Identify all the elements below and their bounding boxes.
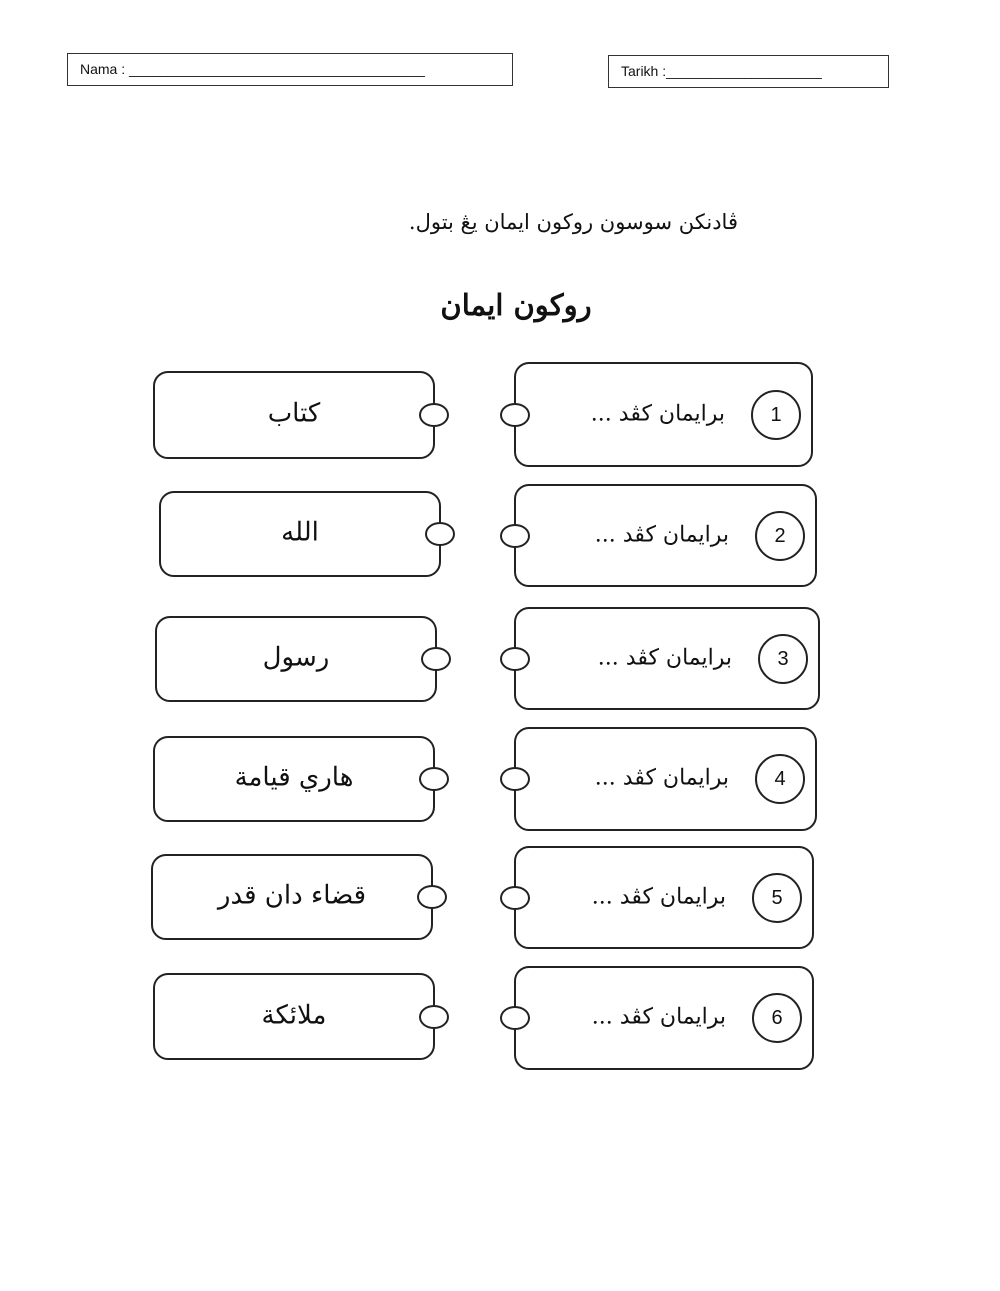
question-number: 3 [758, 634, 808, 684]
question-text: برايمان کڤد ... [597, 644, 732, 670]
connector-knob[interactable] [500, 767, 530, 791]
question-text: برايمان کڤد ... [591, 883, 726, 909]
connector-knob[interactable] [425, 522, 455, 546]
connector-knob[interactable] [417, 885, 447, 909]
name-label: Nama : ______________________________________ [80, 61, 425, 77]
question-card-1[interactable] [514, 362, 813, 467]
question-card-3[interactable] [514, 607, 820, 710]
worksheet-title: روکون ايمان [440, 288, 592, 322]
answer-card-2[interactable] [159, 491, 441, 577]
question-number: 5 [752, 873, 802, 923]
instruction-text: ڤادنکن سوسون روکون ايمان يڠ بتول. [408, 210, 738, 234]
question-number: 1 [751, 390, 801, 440]
question-card-4[interactable] [514, 727, 817, 831]
answer-card-5[interactable] [151, 854, 433, 940]
answer-card-3[interactable] [155, 616, 437, 702]
question-text: برايمان کڤد ... [590, 400, 725, 426]
connector-knob[interactable] [500, 1006, 530, 1030]
connector-knob[interactable] [419, 1005, 449, 1029]
connector-knob[interactable] [421, 647, 451, 671]
question-text: برايمان کڤد ... [594, 765, 729, 791]
question-number: 4 [755, 754, 805, 804]
answer-text: قضاء دان قدر [217, 880, 367, 911]
question-number: 2 [755, 511, 805, 561]
question-card-6[interactable] [514, 966, 814, 1070]
name-field[interactable] [67, 53, 513, 86]
connector-knob[interactable] [500, 403, 530, 427]
answer-text: رسول [262, 642, 330, 673]
connector-knob[interactable] [500, 647, 530, 671]
connector-knob[interactable] [500, 886, 530, 910]
connector-knob[interactable] [500, 524, 530, 548]
answer-text: الله [281, 517, 319, 548]
answer-text: کتاب [267, 398, 321, 429]
date-field[interactable] [608, 55, 889, 88]
question-number: 6 [752, 993, 802, 1043]
answer-card-4[interactable] [153, 736, 435, 822]
answer-text: هاري قيامة [234, 762, 354, 793]
connector-knob[interactable] [419, 767, 449, 791]
date-label: Tarikh :____________________ [621, 63, 822, 79]
question-text: برايمان کڤد ... [591, 1004, 726, 1030]
answer-card-6[interactable] [153, 973, 435, 1060]
answer-text: ملائکة [261, 1000, 327, 1030]
connector-knob[interactable] [419, 403, 449, 427]
question-card-2[interactable] [514, 484, 817, 587]
question-card-5[interactable] [514, 846, 814, 949]
answer-card-1[interactable] [153, 371, 435, 459]
question-text: برايمان کڤد ... [594, 521, 729, 547]
